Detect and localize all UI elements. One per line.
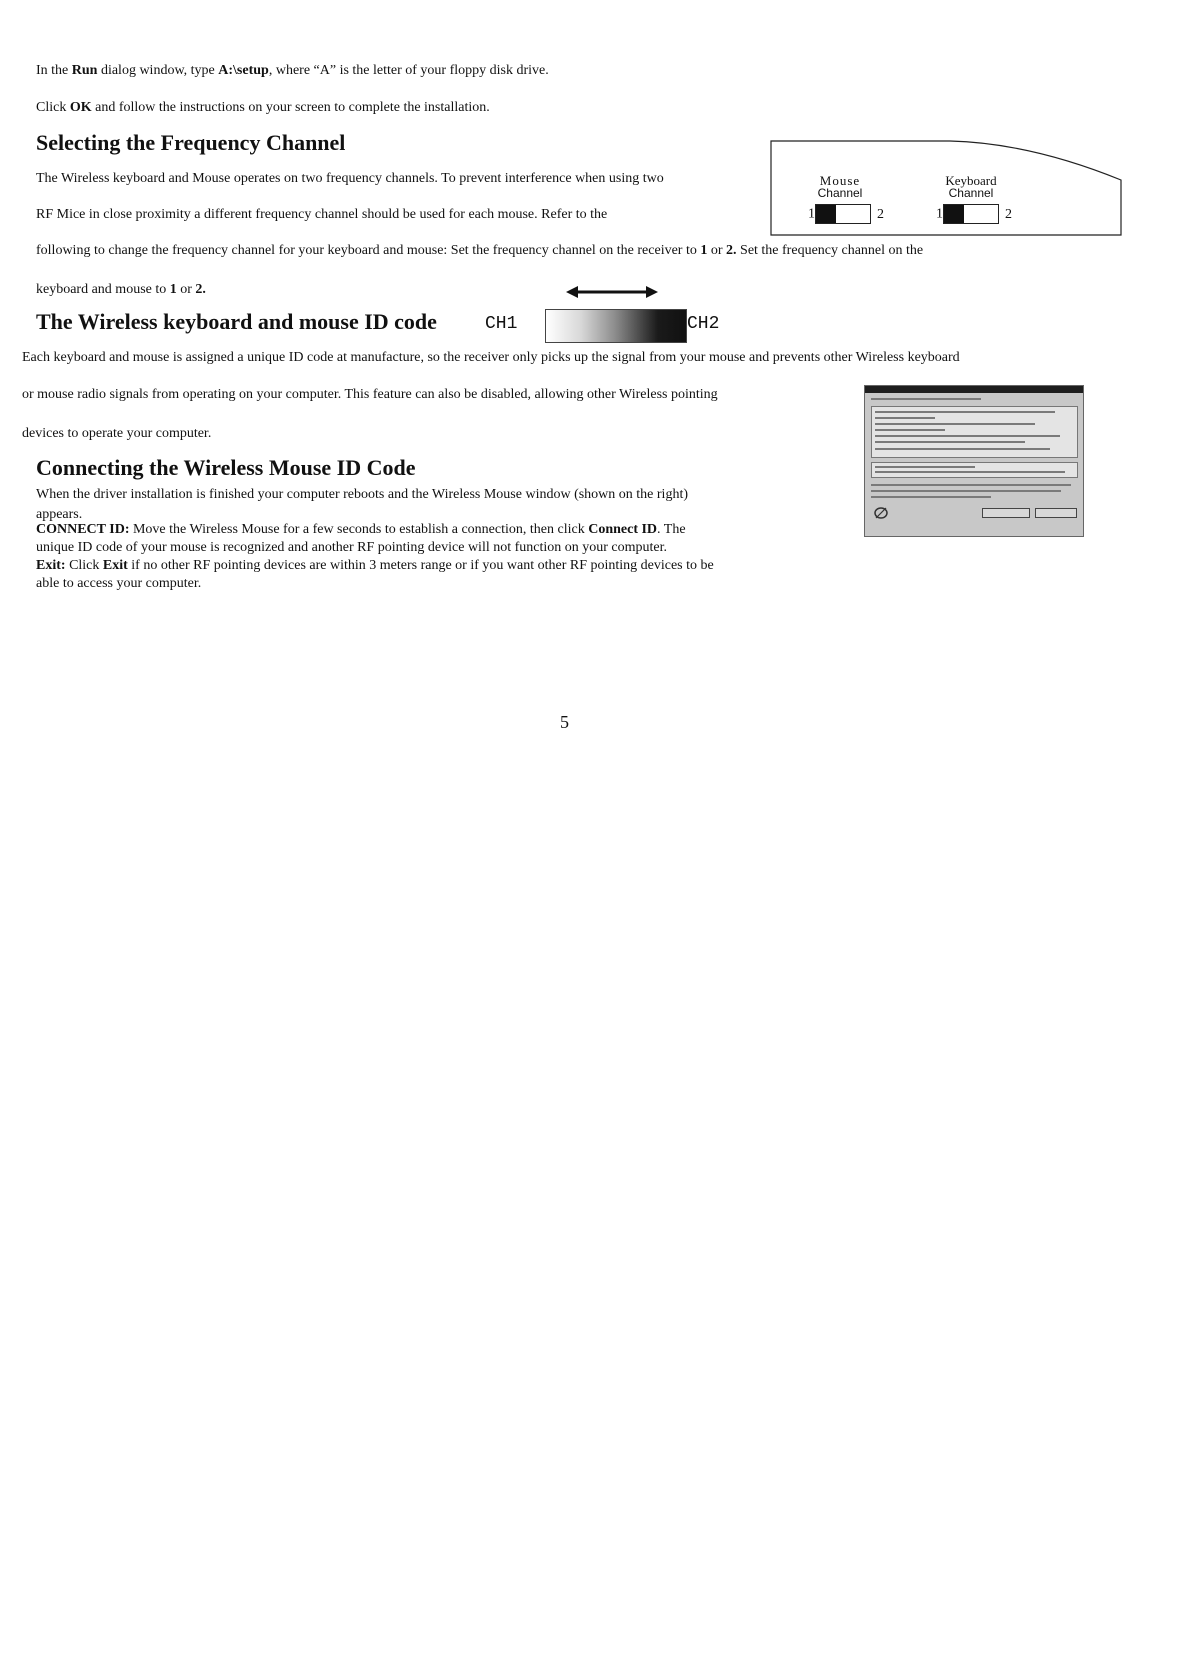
switch-position-1: 1 [936, 206, 943, 222]
dialog-text-line [875, 417, 935, 419]
dialog-text-line [875, 448, 1050, 450]
paragraph-text: or [176, 282, 196, 297]
dialog-text-line [871, 496, 991, 498]
connect-paragraph-line: unique ID code of your mouse is recognized and another RF pointing device will not function on your computer. [36, 540, 668, 555]
dialog-title-bar [865, 386, 1083, 393]
switch-body [943, 204, 999, 224]
wireless-mouse-dialog-screenshot [864, 385, 1084, 537]
id-paragraph-line: devices to operate your computer. [22, 426, 212, 441]
switch-position-2: 2 [877, 206, 884, 222]
paragraph-text: or [707, 243, 727, 258]
frequency-paragraph-line [36, 281, 206, 299]
paragraph-text: . The [657, 522, 686, 537]
dialog-text-line [875, 411, 1055, 413]
switch-position-2: 2 [1005, 206, 1012, 222]
channel-number: 2. [195, 282, 206, 297]
connect-id-button[interactable] [982, 508, 1030, 518]
frequency-paragraph-line: The Wireless keyboard and Mouse operates on two frequency channels. To prevent interference when using two [36, 171, 664, 186]
id-channel-slider[interactable] [545, 309, 687, 343]
paragraph-text: following to change the frequency channel for your keyboard and mouse: Set the frequency channel on the receiver to [36, 243, 701, 258]
channel-number: 1 [169, 282, 177, 297]
ch2-label: CH2 [687, 314, 720, 334]
mouse-channel-switch[interactable] [808, 204, 884, 224]
paragraph-text: Set the frequency channel on the [736, 243, 924, 258]
dialog-text-line [875, 441, 1025, 443]
channel-number: 2. [726, 243, 737, 258]
keyboard-label: Keyboard [945, 173, 997, 188]
dialog-text-line [871, 398, 981, 400]
intro-text: dialog window, type [97, 63, 219, 78]
channel-number: 1 [700, 243, 708, 258]
ok-keyword: OK [69, 100, 92, 115]
dialog-text-line [875, 466, 975, 468]
frequency-heading: Selecting the Frequency Channel [36, 130, 346, 155]
intro-line-2 [36, 99, 490, 117]
exit-button[interactable] [1035, 508, 1077, 518]
connect-paragraph-line: appears. [36, 507, 83, 522]
id-paragraph-line: or mouse radio signals from operating on your computer. This feature can also be disabled, allowing other Wireless pointing [22, 387, 718, 402]
exit-label: Exit: [36, 558, 66, 573]
keyboard-channel-caption [936, 174, 1006, 200]
intro-text: , where “A” is the letter of your floppy disk drive. [268, 63, 549, 78]
dialog-text-line [875, 435, 1060, 437]
exit-keyword: Exit [102, 558, 128, 573]
dialog-text-line [871, 484, 1071, 486]
double-arrow-icon [566, 284, 658, 300]
paragraph-text: if no other RF pointing devices are within 3 meters range or if you want other RF pointing devices to be [127, 558, 714, 573]
switch-knob [944, 205, 964, 223]
connect-paragraph-line: able to access your computer. [36, 576, 202, 591]
ch1-label: CH1 [485, 314, 518, 334]
channel-label: Channel [817, 186, 863, 200]
switch-body [815, 204, 871, 224]
dialog-text-line [871, 490, 1061, 492]
intro-text: and follow the instructions on your screen to complete the installation. [91, 100, 490, 115]
switch-knob [816, 205, 836, 223]
dialog-status-panel [871, 462, 1078, 478]
keyboard-channel-switch[interactable] [936, 204, 1012, 224]
mouse-channel-caption [805, 174, 875, 200]
id-code-heading: The Wireless keyboard and mouse ID code [36, 309, 437, 334]
paragraph-text: keyboard and mouse to [36, 282, 170, 297]
id-paragraph-line: Each keyboard and mouse is assigned a unique ID code at manufacture, so the receiver only picks up the signal from your mouse and prevents other Wireless keyboard [22, 350, 960, 365]
channel-label: Channel [948, 186, 994, 200]
channel-switch-figure [770, 140, 1122, 236]
dialog-text-line [875, 471, 1065, 473]
intro-line-1 [36, 62, 549, 80]
switch-position-1: 1 [808, 206, 815, 222]
dialog-text-line [875, 423, 1035, 425]
paragraph-text: Click [65, 558, 103, 573]
intro-text: In the [36, 63, 72, 78]
page-number: 5 [560, 712, 569, 732]
dialog-instructions-panel [871, 406, 1078, 458]
paragraph-text: Move the Wireless Mouse for a few seconds to establish a connection, then click [129, 522, 589, 537]
intro-text: Click [36, 100, 70, 115]
connect-paragraph-line: When the driver installation is finished your computer reboots and the Wireless Mouse window (shown on the right) [36, 487, 688, 502]
connect-id-label: CONNECT ID: [36, 522, 130, 537]
frequency-paragraph-line: RF Mice in close proximity a different frequency channel should be used for each mouse. Refer to the [36, 207, 608, 222]
connect-id-keyword: Connect ID [588, 522, 658, 537]
exit-instruction [36, 557, 714, 575]
dialog-text-line [875, 429, 945, 431]
mouse-logo-icon [873, 506, 889, 520]
frequency-paragraph-line [36, 242, 923, 260]
connecting-heading: Connecting the Wireless Mouse ID Code [36, 455, 416, 480]
mouse-label: Mouse [819, 173, 861, 188]
run-keyword: Run [71, 63, 98, 78]
connect-id-instruction [36, 521, 686, 539]
setup-command: A:\setup [218, 63, 269, 78]
